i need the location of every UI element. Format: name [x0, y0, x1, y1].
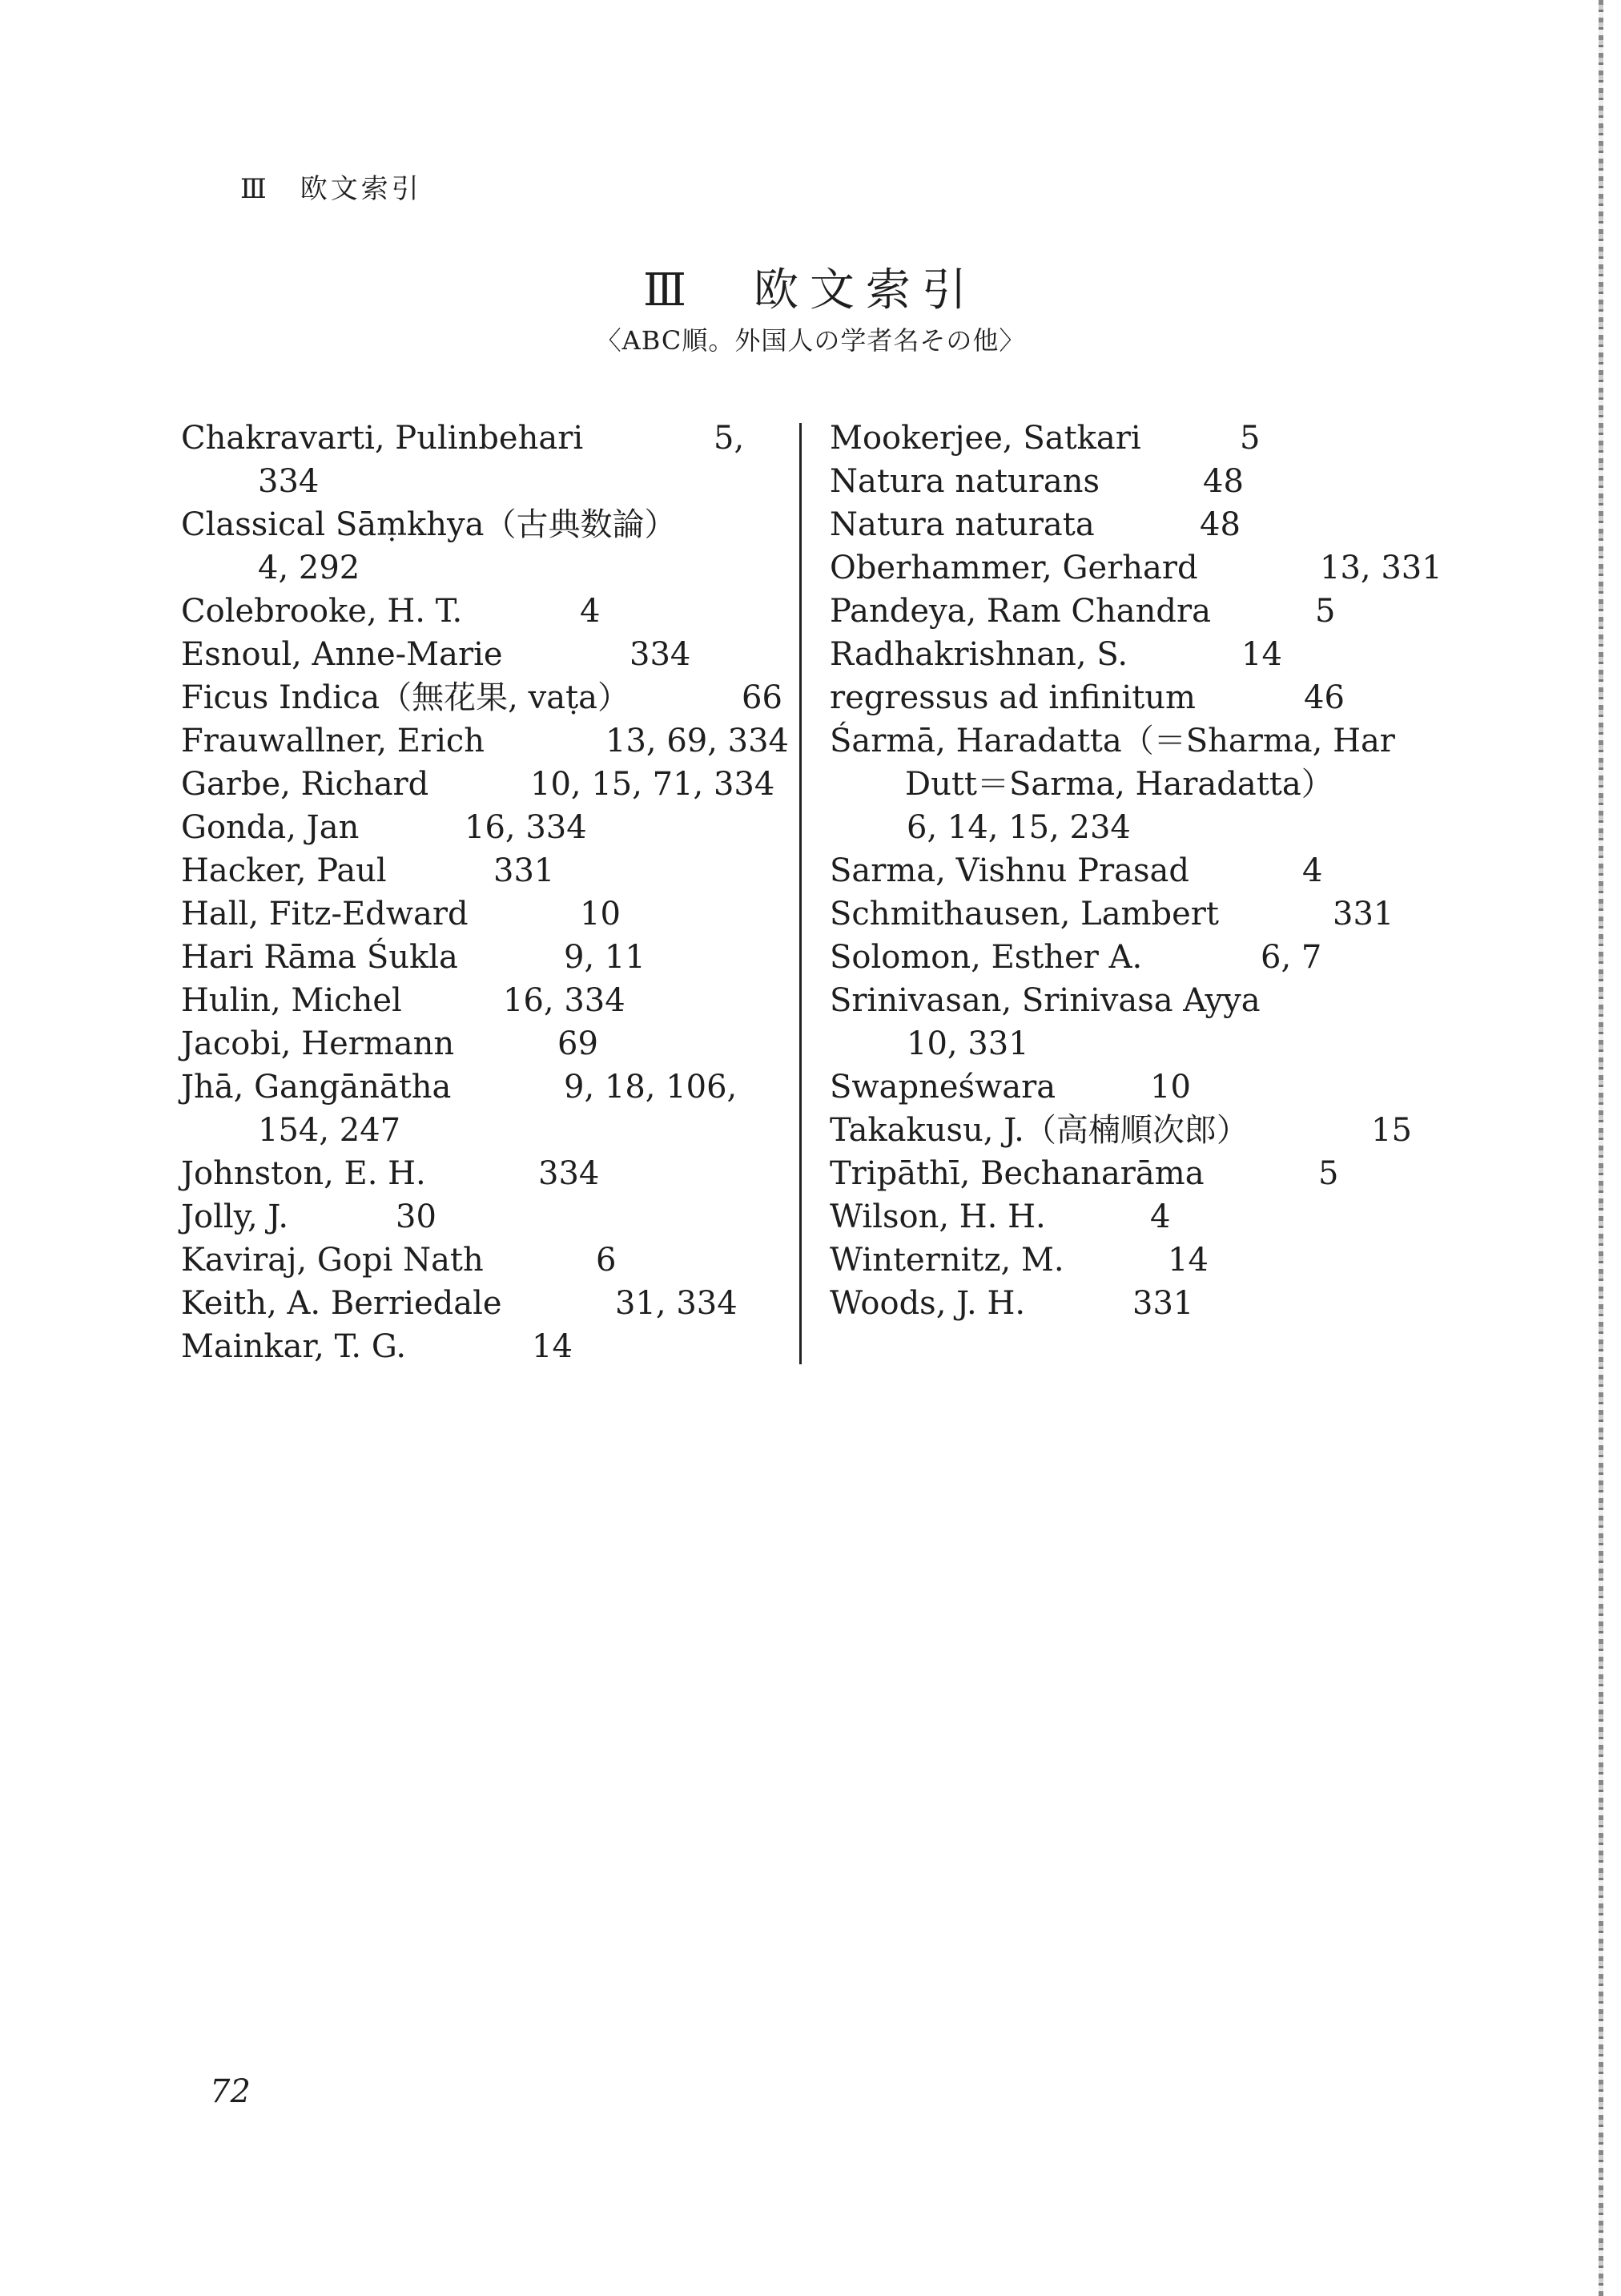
index-entry	[830, 936, 1438, 979]
index-entry	[181, 1239, 790, 1282]
index-entry-name: Schmithausen, Lambert	[830, 896, 1219, 932]
index-entry-name: Śarmā, Haradatta（＝Sharma, Har	[830, 723, 1395, 759]
index-entry-pages: 334	[629, 636, 691, 673]
index-entry	[181, 936, 790, 979]
index-entry-name: Keith, A. Berriedale	[181, 1285, 502, 1322]
page-title: Ⅲ 欧文索引	[642, 264, 978, 316]
page-subtitle: 〈ABC順。外国人の学者名その他〉	[595, 325, 1026, 356]
index-entry-pages: 48	[1203, 463, 1244, 500]
index-entry-pages: 4	[1302, 852, 1323, 889]
index-entry-name: Swapneśwara	[830, 1069, 1056, 1106]
index-entry-name: regressus ad infinitum	[830, 679, 1196, 716]
index-entry-pages: 31, 334	[615, 1285, 738, 1322]
index-entry-pages: 6	[596, 1242, 617, 1279]
index-column-left	[181, 417, 790, 1368]
index-entry-pages: 13, 69, 334	[605, 723, 790, 759]
index-entry	[830, 1282, 1438, 1325]
index-entry-name: Winternitz, M.	[830, 1242, 1064, 1279]
index-entry	[181, 892, 790, 936]
index-entry-continuation: 4, 292	[258, 550, 360, 586]
index-entry	[830, 1152, 1438, 1195]
index-entry	[181, 1152, 790, 1195]
index-entry	[181, 806, 790, 849]
page-edge-mark	[1599, 0, 1603, 2296]
index-entry	[830, 590, 1438, 633]
index-entry-name: Solomon, Esther A.	[830, 939, 1143, 976]
index-entry-name: Kaviraj, Gopi Nath	[181, 1242, 484, 1279]
index-entry	[830, 1065, 1438, 1109]
index-entry	[830, 676, 1438, 719]
index-entry-name: Wilson, H. H.	[830, 1198, 1046, 1235]
index-entry-name: Pandeya, Ram Chandra	[830, 593, 1211, 630]
index-entry-pages: 334	[538, 1155, 600, 1192]
index-entry	[181, 849, 790, 892]
index-entry-pages: 14	[1241, 636, 1282, 673]
index-entry-name: Colebrooke, H. T.	[181, 593, 463, 630]
index-entry	[181, 633, 790, 676]
index-entry	[181, 1195, 790, 1239]
index-entry	[181, 590, 790, 633]
index-entry-continuation: 154, 247	[258, 1112, 401, 1149]
index-entry	[181, 763, 790, 806]
index-entry-continuation: 10, 331	[907, 1025, 1029, 1062]
index-entry	[830, 503, 1438, 546]
index-entry	[181, 1325, 790, 1368]
index-entry-pages: 14	[532, 1328, 573, 1365]
running-head: Ⅲ 欧文索引	[240, 173, 422, 205]
index-entry-pages: 10, 15, 71, 334	[530, 766, 775, 803]
index-entry-name: Natura naturata	[830, 506, 1095, 543]
index-entry-name: Frauwallner, Erich	[181, 723, 485, 759]
index-entry-pages: 331	[1132, 1285, 1194, 1322]
index-entry-pages: 4	[580, 593, 601, 630]
index-entry-name: Tripāthī, Bechanarāma	[830, 1155, 1205, 1192]
index-entry	[830, 546, 1442, 590]
index-entry	[830, 849, 1438, 892]
index-entry-name: Oberhammer, Gerhard	[830, 550, 1198, 586]
index-entry	[181, 503, 790, 590]
index-entry-pages: 5	[1240, 420, 1261, 457]
index-entry-pages: 30	[396, 1198, 436, 1235]
index-entry-pages: 48	[1200, 506, 1241, 543]
index-entry-pages: 9, 18, 106,	[564, 1069, 738, 1106]
index-entry	[830, 719, 1438, 849]
index-entry	[830, 1195, 1438, 1239]
index-entry	[830, 1239, 1438, 1282]
index-entry	[830, 979, 1438, 1065]
index-entry-name: Mainkar, T. G.	[181, 1328, 407, 1365]
index-entry-pages: 15	[1371, 1112, 1412, 1149]
index-entry	[830, 460, 1438, 503]
index-entry-pages: 14	[1168, 1242, 1209, 1279]
index-entry-continuation: 6, 14, 15, 234	[907, 809, 1131, 846]
index-entry-continuation: 334	[258, 463, 320, 500]
index-entry	[830, 417, 1438, 460]
index-entry-pages: 46	[1304, 679, 1345, 716]
index-column-right	[830, 417, 1442, 1325]
index-entry-pages: 16, 334	[465, 809, 587, 846]
index-entry-name: Radhakrishnan, S.	[830, 636, 1128, 673]
index-entry	[181, 1022, 790, 1065]
index-entry-pages: 4	[1150, 1198, 1171, 1235]
index-entry	[830, 892, 1438, 936]
index-entry	[181, 417, 790, 503]
index-entry-pages: 69	[557, 1025, 598, 1062]
index-entry-name: Hall, Fitz-Edward	[181, 896, 469, 932]
index-entry-name: Woods, J. H.	[830, 1285, 1026, 1322]
index-entry-name: Jolly, J.	[181, 1198, 289, 1235]
index-entry-pages: 13, 331	[1320, 550, 1442, 586]
index-entry-name: Garbe, Richard	[181, 766, 429, 803]
index-entry-name: Hulin, Michel	[181, 982, 402, 1019]
page-number: 72	[210, 2073, 251, 2110]
index-entry-name: Classical Sāṃkhya（古典数論）	[181, 506, 677, 543]
index-entry-name: Srinivasan, Srinivasa Ayya	[830, 982, 1261, 1019]
index-entry-pages: 9, 11	[564, 939, 646, 976]
index-entry-pages: 5	[1318, 1155, 1339, 1192]
index-entry-name: Johnston, E. H.	[181, 1155, 426, 1192]
index-entry-pages: 331	[493, 852, 555, 889]
index-entry	[181, 1065, 790, 1152]
index-entry-name: Chakravarti, Pulinbehari	[181, 420, 584, 457]
index-entry-name: Hari Rāma Śukla	[181, 939, 458, 976]
index-entry-name: Esnoul, Anne-Marie	[181, 636, 503, 673]
index-entry-pages: 16, 334	[503, 982, 625, 1019]
index-entry-pages: 10	[580, 896, 621, 932]
index-entry	[181, 719, 790, 763]
index-entry-name: Jacobi, Hermann	[181, 1025, 455, 1062]
index-entry-name: Hacker, Paul	[181, 852, 387, 889]
index-entry	[830, 633, 1438, 676]
column-divider	[799, 423, 802, 1364]
index-entry-pages: 66	[742, 679, 782, 716]
index-entry-pages: 6, 7	[1261, 939, 1322, 976]
index-entry	[181, 1282, 790, 1325]
index-entry	[181, 676, 790, 719]
index-entry-continuation: Dutt＝Sarma, Haradatta）	[905, 766, 1333, 803]
index-entry	[181, 979, 790, 1022]
index-entry-name: Natura naturans	[830, 463, 1100, 500]
index-entry-pages: 5,	[714, 420, 745, 457]
index-entry-name: Mookerjee, Satkari	[830, 420, 1141, 457]
index-entry-name: Ficus Indica（無花果, vaṭa）	[181, 679, 629, 716]
index-entry-pages: 10	[1150, 1069, 1191, 1106]
index-entry-name: Gonda, Jan	[181, 809, 360, 846]
index-entry-pages: 331	[1333, 896, 1394, 932]
index-entry	[830, 1109, 1438, 1152]
index-entry-pages: 5	[1315, 593, 1336, 630]
index-entry-name: Sarma, Vishnu Prasad	[830, 852, 1189, 889]
index-entry-name: Takakusu, J.（高楠順次郎）	[830, 1112, 1249, 1149]
index-entry-name: Jhā, Gangānātha	[181, 1069, 452, 1106]
